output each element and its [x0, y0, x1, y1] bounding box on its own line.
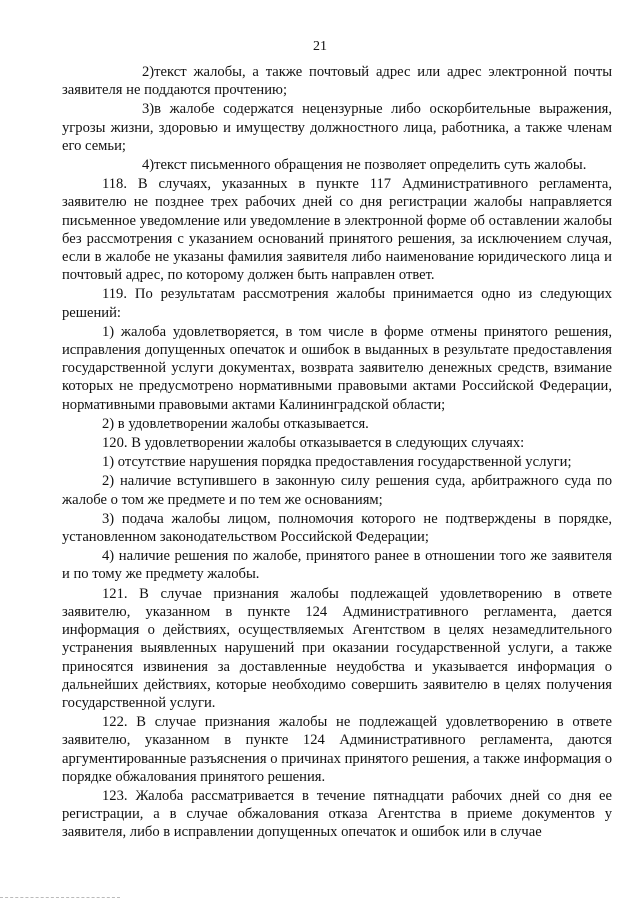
paragraph-text: В случае признания жалобы не подлежащей удовлетворению в ответе заявителю, указанном в пункте 124 Административного регламента, даются аргументированные разъяснения о причинах принятого решения, а также информация о порядке обжалования принятого решения. — [62, 714, 612, 785]
paragraph-123 — [62, 787, 612, 842]
paragraph-text: 2) в удовлетворении жалобы отказывается. — [102, 415, 369, 432]
paragraph-text: 3) подача жалобы лицом, полномочия которого не подтверждены в порядке, установленном законодательством Российской Федерации; — [62, 510, 612, 546]
paragraph-119-1 — [62, 323, 612, 414]
scan-edge-mark — [0, 897, 120, 902]
paragraph-text: В удовлетворении жалобы отказывается в следующих случаях: — [131, 435, 525, 452]
paragraph-item-2 — [62, 63, 612, 99]
paragraph-text: 1) жалоба удовлетворяется, в том числе в форме отмены принятого решения, исправления допущенных опечаток и ошибок в выданных в результате предоставления государственной услуги документах, возврата заявителю денежных средств, взимание которых не предусмотрено нормативными правовыми актами Российской Федерации, нормативными правовыми актами Калининградской области; — [62, 323, 612, 413]
paragraph-item-3 — [62, 100, 612, 155]
paragraph-text: Жалоба рассматривается в течение пятнадцати рабочих дней со дня ее регистрации, а в случае обжалования отказа Агентства в приеме документов у заявителя, либо в исправлении допущенных опечаток и ошибок или в случае — [62, 787, 612, 841]
paragraph-number: 123. — [102, 787, 128, 804]
paragraph-number: 2) — [142, 64, 155, 80]
paragraph-number: 122. — [102, 714, 128, 731]
paragraph-number: 3) — [142, 101, 155, 118]
paragraph-120 — [62, 434, 612, 452]
paragraph-120-2 — [62, 472, 612, 508]
paragraph-text: текст письменного обращения не позволяет определить суть жалобы. — [154, 157, 587, 174]
paragraph-119-2 — [62, 415, 612, 433]
paragraph-text: 2) наличие вступившего в законную силу решения суда, арбитражного суда по жалобе о том же предмете и по тем же основаниям; — [62, 473, 612, 508]
paragraph-120-1 — [62, 453, 612, 471]
paragraph-120-3 — [62, 510, 612, 546]
paragraph-number: 4) — [142, 157, 155, 174]
paragraph-text: 4) наличие решения по жалобе, принятого ранее в отношении того же заявителя и по тому же предмету жалобы. — [62, 548, 612, 583]
paragraph-text: В случае признания жалобы подлежащей удовлетворению в ответе заявителю, указанном в пункте 124 Административного регламента, дается информация о действиях, осуществляемых Агентством в целях незамедлительного устранения выявленных нарушений при оказании государственной услуги, а также приносятся извинения за доставленные неудобства и указывается информация о дальнейших действиях, которые необходимо совершить заявителю в целях получения государственной услуги. — [62, 585, 612, 711]
paragraph-text: текст жалобы, а также почтовый адрес или адрес электронной почты заявителя не поддаются прочтению; — [62, 64, 612, 99]
paragraph-122 — [62, 713, 612, 786]
paragraph-number: 120. — [102, 435, 128, 452]
paragraph-item-4 — [62, 156, 612, 174]
paragraph-text: 1) отсутствие нарушения порядка предоставления государственной услуги; — [102, 454, 572, 471]
paragraph-120-4 — [62, 547, 612, 583]
page-number: 21 — [313, 39, 327, 54]
paragraph-118 — [62, 175, 612, 284]
paragraph-text: В случаях, указанных в пункте 117 Административного регламента, заявителю не позднее трех рабочих дней со дня регистрации жалобы направляется письменное уведомление или уведомление в электронной форме об оставлении жалобы без рассмотрения с указанием оснований принятого решения, за исключением случая, если в жалобе не указаны фамилия заявителя либо наименование юридического лица и почтовый адрес, по которому должен быть направлен ответ. — [62, 176, 612, 284]
paragraph-number: 121. — [102, 585, 128, 602]
paragraph-number: 119. — [102, 286, 127, 303]
paragraph-number: 118. — [102, 176, 127, 193]
paragraph-121 — [62, 585, 612, 712]
paragraph-119 — [62, 285, 612, 321]
paragraph-text: в жалобе содержатся нецензурные либо оскорбительные выражения, угрозы жизни, здоровью и имуществу должностного лица, работника, а также членам его семьи; — [62, 101, 612, 154]
paragraph-text: По результатам рассмотрения жалобы принимается одно из следующих решений: — [62, 286, 612, 321]
document-body — [62, 63, 612, 843]
